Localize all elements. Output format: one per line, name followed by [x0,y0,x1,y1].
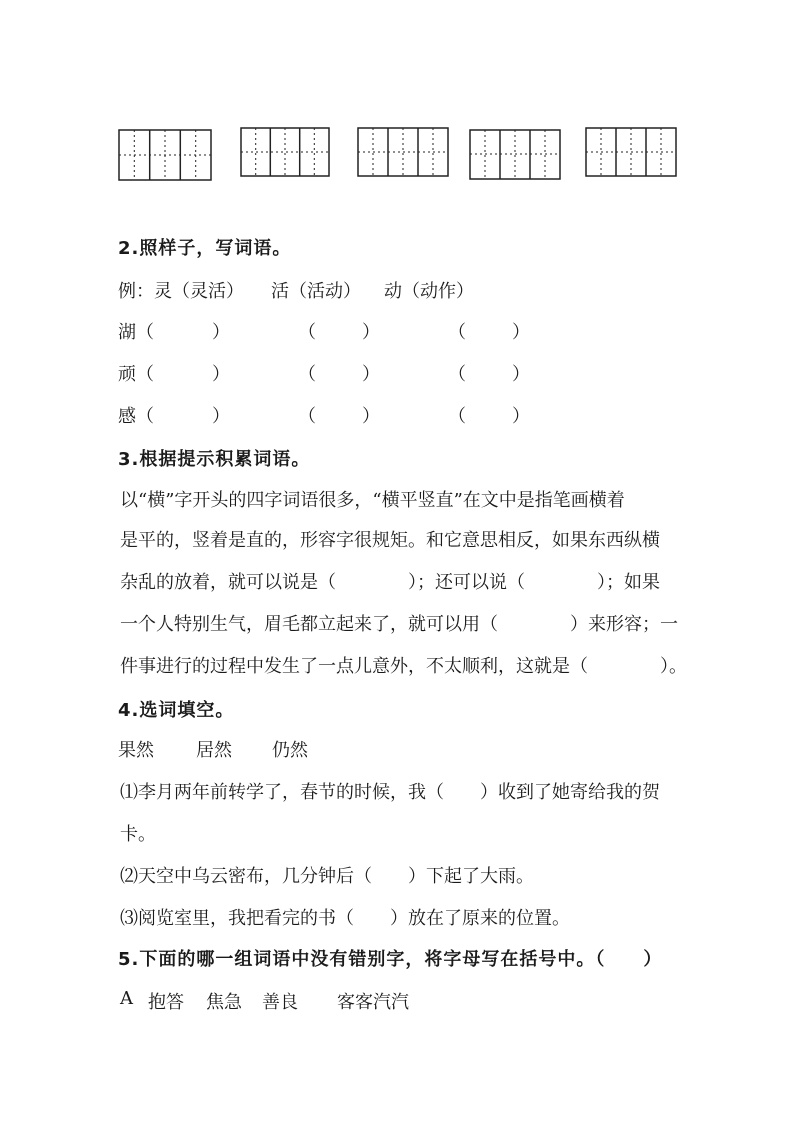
q2-example-3: 动（动作） [384,281,474,302]
writing-grid-row [118,127,688,183]
grid-box-3 [358,128,448,176]
q2-example-1: 例：灵（灵活） [118,281,244,302]
q2-row1-close-2: ） [362,322,380,343]
q2-row2-open-3: （ [448,364,466,385]
q2-row3-close-3: ） [512,406,530,427]
grid-box-1 [119,130,211,180]
q3-line-4: 一个人特别生气，眉毛都立起来了，就可以用（ ）来形容；一 [120,614,678,635]
q5-option-word-2: 焦急 [206,992,242,1013]
q4-item-1: ⑴李月两年前转学了，春节的时候，我（ ）收到了她寄给我的贺 [120,782,660,803]
q3-line-1: 以“横”字开头的四字词语很多，“横平竖直”在文中是指笔画横着 [120,490,625,511]
q2-row1-char: 湖（ [118,322,154,343]
q2-row2-char: 顽（ [118,364,154,385]
q4-option-1: 果然 [118,740,154,761]
q5-option-word-3: 善良 [262,992,298,1013]
q5-option-word-4: 客客汽汽 [337,992,409,1013]
q3-line-2: 是平的，竖着是直的，形容字很规矩。和它意思相反，如果东西纵横 [120,530,660,551]
q3-line-3: 杂乱的放着，就可以说是（ ）；还可以说（ ）；如果 [120,572,660,593]
q5-heading: 5.下面的哪一组词语中没有错别字，将字母写在括号中。（ ） [118,949,663,970]
grid-box-5 [586,128,676,176]
q2-row2-close-1: ） [212,364,230,385]
q2-row2-close-2: ） [362,364,380,385]
q4-heading: 4.选词填空。 [118,700,235,721]
q4-item-1-cont: 卡。 [120,824,156,845]
q4-option-3: 仍然 [272,740,308,761]
q2-row1-close-3: ） [512,322,530,343]
q2-row3-char: 感（ [118,406,154,427]
q2-row2-open-2: （ [298,364,316,385]
q2-heading: 2.照样子，写词语。 [118,238,292,259]
grid-box-2 [241,128,329,176]
q2-row1-open-3: （ [448,322,466,343]
q2-row3-close-2: ） [362,406,380,427]
q2-row1-open-2: （ [298,322,316,343]
q2-row2-close-3: ） [512,364,530,385]
q3-heading: 3.根据提示积累词语。 [118,449,311,470]
q2-example-2: 活（活动） [271,281,361,302]
writing-grids [118,127,688,183]
q2-row3-open-3: （ [448,406,466,427]
q5-option-letter: A [120,988,133,1009]
q2-row1-close-1: ） [212,322,230,343]
q3-line-5: 件事进行的过程中发生了一点儿意外，不太顺利，这就是（ ）。 [120,656,687,677]
q2-row-2 [118,360,538,384]
q2-row-1 [118,318,538,342]
q2-row-3 [118,402,538,426]
q5-option-word-1: 抱答 [148,992,184,1013]
q2-row3-close-1: ） [212,406,230,427]
q4-item-2: ⑵天空中乌云密布，几分钟后（ ）下起了大雨。 [120,866,534,887]
q2-row3-open-2: （ [298,406,316,427]
grid-box-4 [470,130,560,179]
q4-item-3: ⑶阅览室里，我把看完的书（ ）放在了原来的位置。 [120,908,570,929]
q4-option-2: 居然 [196,740,232,761]
